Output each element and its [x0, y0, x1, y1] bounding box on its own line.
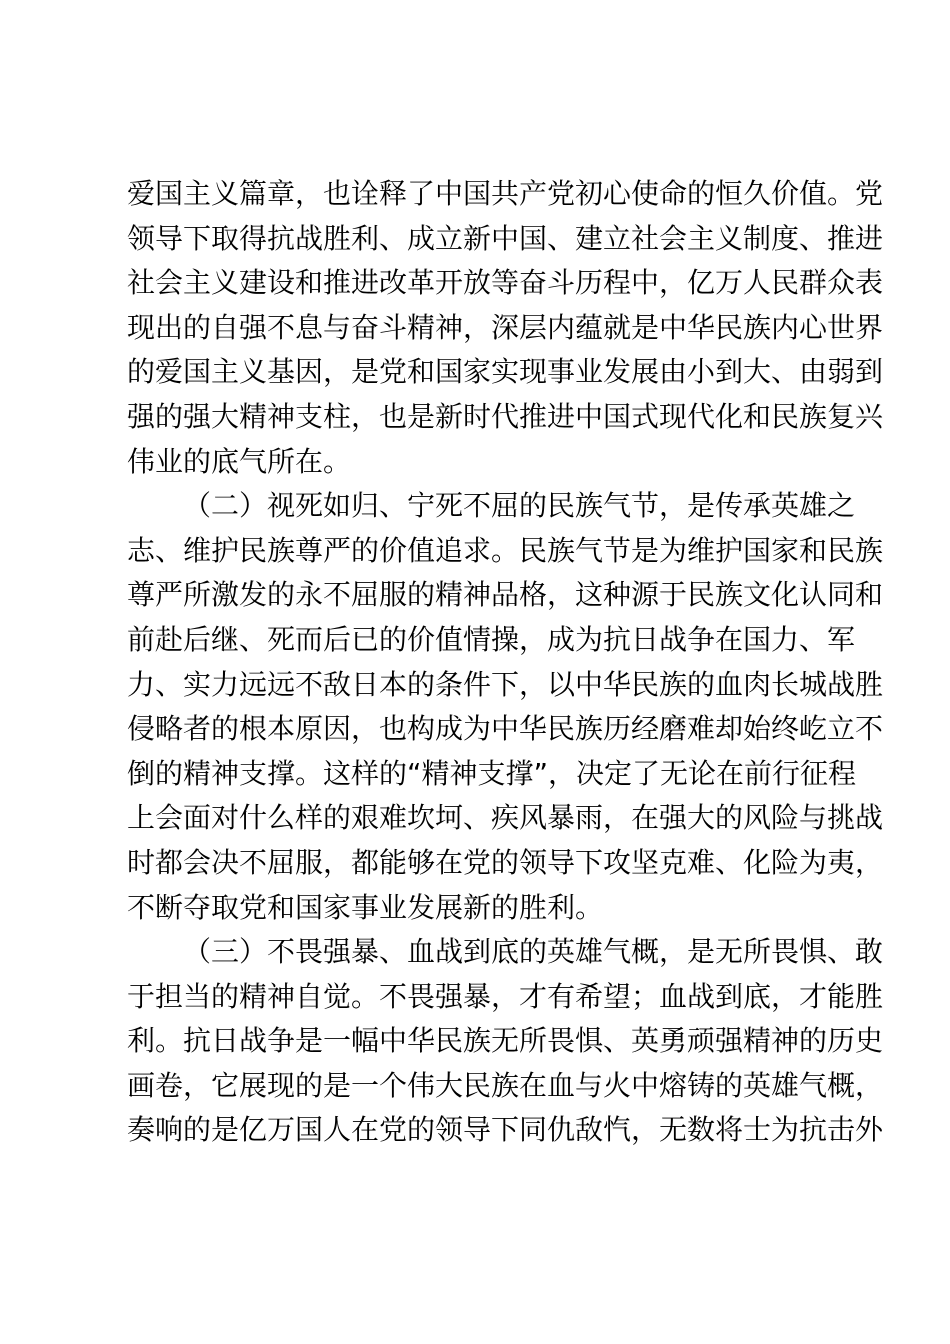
paragraph-2-line-10: 不断夺取党和国家事业发展新的胜利。 [127, 890, 604, 924]
paragraph-2-line-3: 尊严所激发的永不屈服的精神品格，这种源于民族文化认同和 [127, 578, 884, 612]
paragraph-1-line-3: 社会主义建设和推进改革开放等奋斗历程中，亿万人民群众表 [127, 266, 884, 300]
paragraph-1-line-2: 领导下取得抗战胜利、成立新中国、建立社会主义制度、推进 [127, 221, 884, 255]
paragraph-3-line-5: 奏响的是亿万国人在党的领导下同仇敌忾，无数将士为抗击外 [127, 1113, 884, 1147]
paragraph-2-line-2: 志、维护民族尊严的价值追求。民族气节是为维护国家和民族 [127, 533, 884, 567]
paragraph-2-line-6: 侵略者的根本原因，也构成为中华民族历经磨难却始终屹立不 [127, 712, 884, 746]
paragraph-3-line-4: 画卷，它展现的是一个伟大民族在血与火中熔铸的英雄气概， [127, 1068, 884, 1102]
paragraph-3-line-1: （三）不畏强暴、血战到底的英雄气概，是无所畏惧、敢 [183, 935, 884, 969]
paragraph-1-line-4: 现出的自强不息与奋斗精神，深层内蕴就是中华民族内心世界 [127, 310, 884, 344]
paragraph-1-line-5: 的爱国主义基因，是党和国家实现事业发展由小到大、由弱到 [127, 355, 884, 389]
paragraph-2-line-4: 前赴后继、死而后已的价值情操，成为抗日战争在国力、军 [127, 622, 856, 656]
paragraph-1-line-6: 强的强大精神支柱，也是新时代推进中国式现代化和民族复兴 [127, 399, 884, 433]
paragraph-2-line-8: 上会面对什么样的艰难坎坷、疾风暴雨，在强大的风险与挑战 [127, 801, 884, 835]
paragraph-2-line-7: 倒的精神支撑。这样的“精神支撑”，决定了无论在前行征程 [127, 756, 857, 790]
paragraph-1-line-7: 伟业的底气所在。 [127, 444, 352, 478]
body-text [127, 172, 884, 1153]
paragraph-2-line-9: 时都会决不屈服，都能够在党的领导下攻坚克难、化险为夷， [127, 845, 884, 879]
paragraph-2-line-1: （二）视死如归、宁死不屈的民族气节，是传承英雄之 [183, 489, 856, 523]
paragraph-1-line-1: 爱国主义篇章，也诠释了中国共产党初心使命的恒久价值。党 [127, 177, 884, 210]
paragraph-3-line-3: 利。抗日战争是一幅中华民族无所畏惧、英勇顽强精神的历史 [127, 1024, 884, 1058]
paragraph-2-line-5: 力、实力远远不敌日本的条件下，以中华民族的血肉长城战胜 [127, 667, 884, 701]
paragraph-3-line-2: 于担当的精神自觉。不畏强暴，才有希望；血战到底，才能胜 [127, 979, 884, 1013]
